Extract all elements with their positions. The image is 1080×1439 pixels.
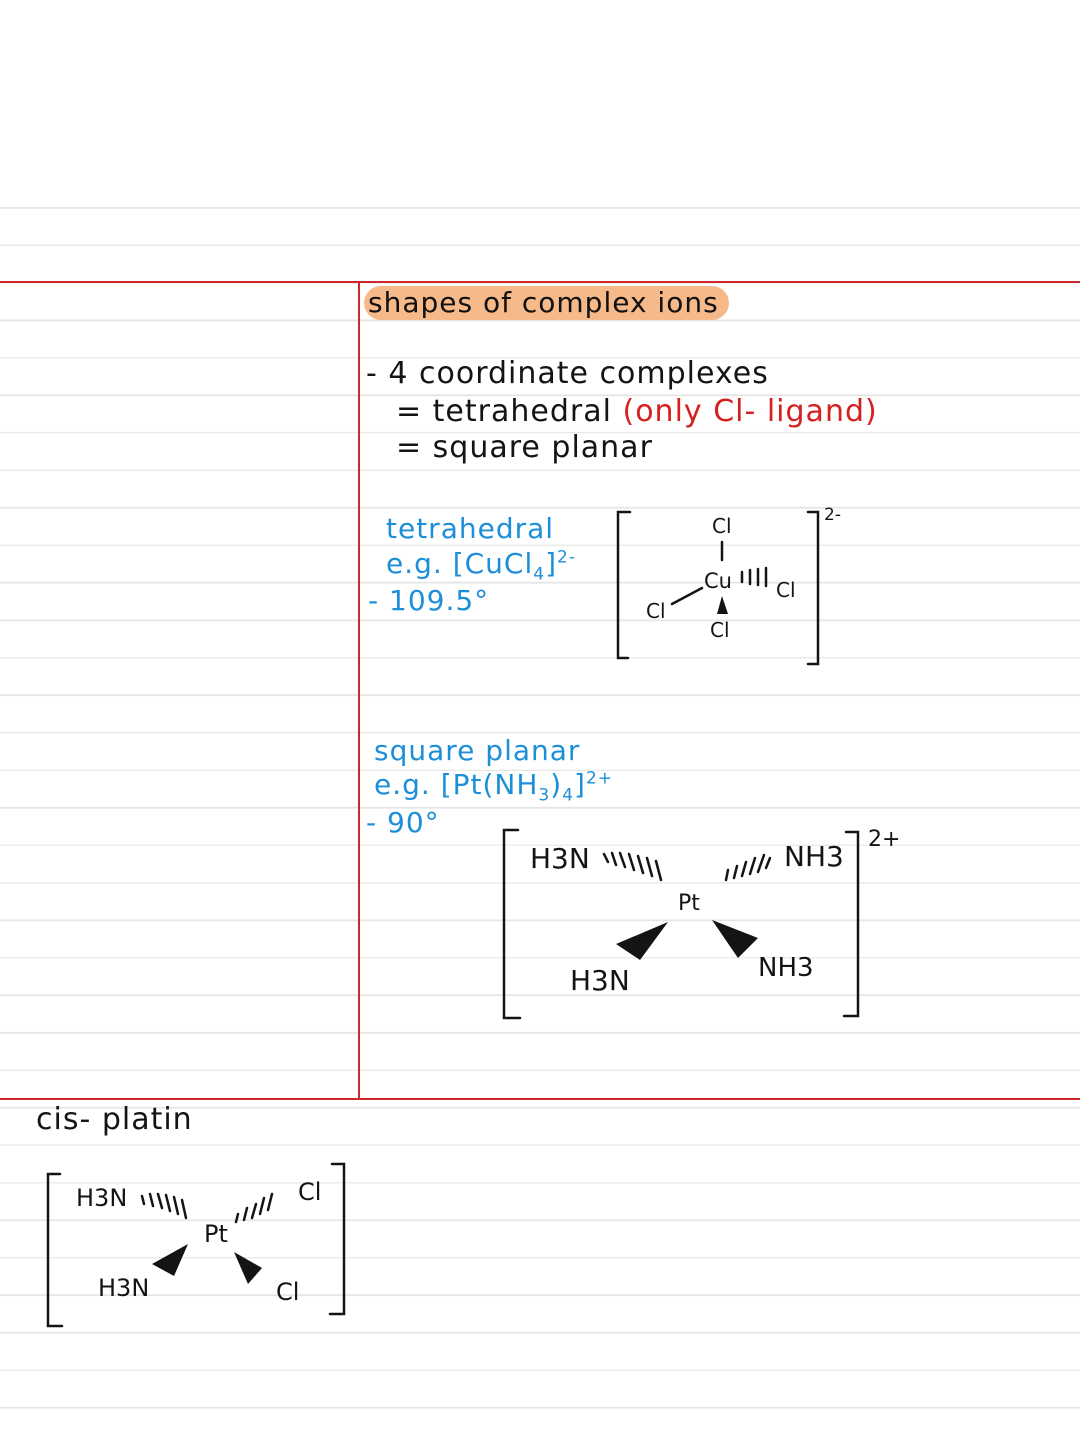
square-planar-ligand-br: NH3 [758,953,814,983]
square-planar-example-sub2: 4 [562,785,575,806]
tetrahedral-example-close: ] [545,547,558,580]
tetrahedral-example-prefix: e.g. [CuCl [386,547,534,580]
tetrahedral-ligand-left: Cl [646,599,666,623]
square-planar-example-close: ] [574,768,586,801]
cisplatin-ligand-br: Cl [276,1278,300,1306]
tetrahedral-example-sub: 4 [533,564,546,585]
tetrahedral-charge: 2- [824,505,841,525]
cisplatin-ligand-bl: H3N [98,1274,150,1302]
tetrahedral-example-charge: 2- [557,547,576,568]
square-planar-ligand-tl: H3N [530,842,590,875]
square-planar-angle: - 90° [366,806,440,839]
square-planar-ligand-bl: H3N [570,964,630,997]
square-planar-charge: 2+ [868,827,901,852]
square-planar-example-charge: 2+ [585,768,614,789]
cisplatin-wedge-right [234,1252,262,1284]
tetrahedral-ligand-top: Cl [712,514,732,538]
cisplatin-hash-right [236,1194,272,1222]
cisplatin-label: cis- platin [36,1102,193,1137]
square-planar-example-prefix: e.g. [Pt(NH [374,768,539,801]
cisplatin-center: Pt [204,1220,228,1248]
square-planar-example-sub: 3 [538,785,551,806]
tetrahedral-label: tetrahedral [386,512,555,545]
cisplatin-hash-left [142,1194,186,1218]
intro-shape1-note: (only Cl- ligand) [622,394,878,429]
tetrahedral-center: Cu [704,569,732,593]
cisplatin-ligand-tr: Cl [298,1178,322,1206]
cisplatin-wedge-left [152,1244,188,1276]
cisplatin-ligand-tl: H3N [76,1184,128,1212]
tetrahedral-ligand-bottom: Cl [710,618,730,642]
cisplatin-bracket-right [330,1164,344,1314]
square-planar-example-mid: ) [550,768,563,801]
square-planar-ligand-tr: NH3 [784,840,844,873]
square-planar-center: Pt [678,891,700,916]
square-planar-label: square planar [374,734,581,767]
tetrahedral-angle: - 109.5° [368,584,490,617]
tetrahedral-ligand-right: Cl [776,578,796,602]
page-title: shapes of complex ions [368,286,719,319]
intro-shape1-text: = tetrahedral [396,394,612,429]
intro-shape-square-planar: = square planar [396,430,653,465]
cisplatin-bracket-left [48,1174,62,1326]
intro-item: - 4 coordinate complexes [366,356,769,391]
